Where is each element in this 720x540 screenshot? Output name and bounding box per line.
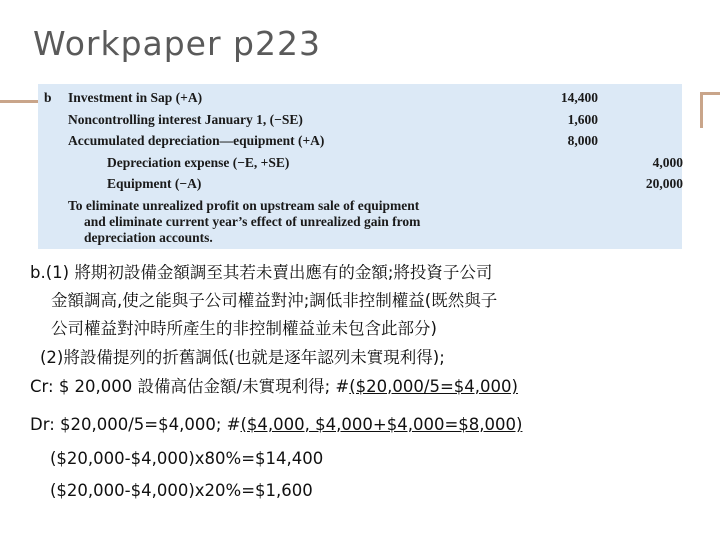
credit-amount: 20,000 (645, 176, 683, 191)
journal-row-5 (38, 176, 682, 193)
explanation-line-2: and eliminate current year’s effect of unrealized gain from (84, 214, 421, 229)
accent-bracket-right (700, 92, 720, 128)
debit-amount: 14,400 (560, 90, 598, 105)
debit-note (30, 410, 522, 439)
account-name: Noncontrolling interest January 1, (−SE) (68, 112, 303, 127)
note-line-4: (2)將設備提列的折舊調低(也就是逐年認列未實現利得); (40, 348, 445, 367)
account-name: Investment in Sap (+A) (68, 90, 203, 105)
debit-amount: 1,600 (567, 112, 598, 127)
account-name: Equipment (−A) (107, 176, 202, 191)
debit-amount: 8,000 (567, 133, 598, 148)
credit-amount: 4,000 (652, 155, 683, 170)
journal-entry-box (38, 84, 682, 249)
credit-note-underlined: ($20,000/5=$4,000) (349, 377, 518, 396)
credit-note (30, 372, 518, 401)
note-line-2: 金額調高,使之能與子公司權益對沖;調低非控制權益(既然與子 (51, 291, 498, 310)
accent-line-left (0, 100, 38, 103)
account-name: Accumulated depreciation—equipment (+A) (68, 133, 325, 148)
account-name: Depreciation expense (−E, +SE) (107, 155, 290, 170)
explanation-line-3: depreciation accounts. (84, 230, 213, 245)
debit-note-text: Dr: $20,000/5=$4,000; # (30, 415, 241, 434)
entry-letter: b (44, 90, 52, 105)
credit-note-text: Cr: $ 20,000 設備高估金額/未實現利得; # (30, 377, 350, 396)
note-line-3: 公司權益對沖時所產生的非控制權益並未包含此部分) (51, 319, 437, 338)
journal-row-1 (38, 90, 682, 107)
journal-row-3 (38, 133, 682, 150)
slide-title: Workpaper p223 (33, 24, 321, 63)
explanation-line-1: To eliminate unrealized profit on upstream sale of equipment (68, 198, 420, 213)
calc-line-2: ($20,000-$4,000)x20%=$1,600 (50, 481, 313, 500)
journal-row-4 (38, 155, 682, 172)
note-line-1: b.(1) 將期初設備金額調至其若未賣出應有的金額;將投資子公司 (30, 263, 493, 282)
calc-line-1: ($20,000-$4,000)x80%=$14,400 (50, 449, 324, 468)
journal-row-2 (38, 112, 682, 129)
debit-note-underlined: ($4,000, $4,000+$4,000=$8,000) (240, 415, 523, 434)
